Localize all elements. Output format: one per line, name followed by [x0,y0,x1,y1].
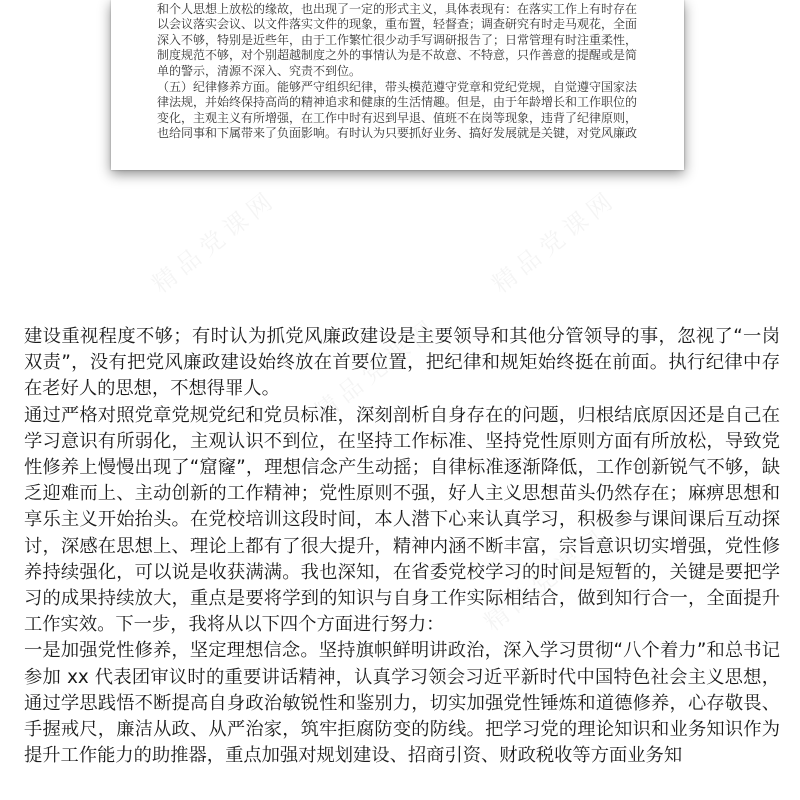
preview-line: 也给同事和下属带来了负面影响。有时认为只要抓好业务、搞好发展就是关键，对党风廉政 [157,126,638,141]
paragraph: 建设重视程度不够；有时认为抓党风廉政建设是主要领导和其他分管领导的事，忽视了“一岗双责”，没有把党风廉政建设始终放在首要位置，把纪律和规矩始终挺在前面。执行纪律中存在老好人的思想，不想得罪人。 [24,326,780,400]
watermark [483,180,623,300]
preview-line: 变化，主观主义有所增强，在工作中时有迟到早退、值班不在岗等现象，违背了纪律原则， [157,110,638,125]
watermark [143,180,283,300]
preview-line: （五）纪律修养方面。能够严守组织纪律，带头模范遵守党章和党纪党规，自觉遵守国家法 [157,79,638,94]
preview-line: 和个人思想上放松的缘故，也出现了一定的形式主义，具体表现有：在落实工作上有时存在 [157,1,638,16]
preview-line: 律法规，并始终保持高尚的精神追求和健康的生活情趣。但是，由于年龄增长和工作职位的 [157,95,638,110]
preview-line: 单的警示，清源不深入、究责不到位。 [157,63,362,78]
preview-line: 以会议落实会议、以文件落实文件的现象，重布置，轻督查；调查研究有时走马观花，全面 [157,17,638,32]
page-preview-card [111,0,684,170]
preview-line: 深入不够，特别是近些年，由于工作繁忙很少动手写调研报告了；日常管理有时注重柔性， [157,32,638,47]
paragraph: 一是加强党性修养，坚定理想信念。坚持旗帜鲜明讲政治，深入学习贯彻“八个着力”和总书记参加 xx 代表团审议时的重要讲话精神，认真学习领会习近平新时代中国特色社会主义思想，通过学思践悟不断提高自身政治敏锐性和鉴别力，切实加强党性锤炼和道德修养，心存敬畏、手握戒尺，廉洁从政、从严治家，筑牢拒腐防变的防线。把学习党的理论知识和业务知识作为提升工作能力的助推器，重点加强对规划建设、招商引资、财政税收等方面业务知 [24,640,780,767]
document-body [24,324,780,769]
paragraph: 通过严格对照党章党规党纪和党员标准，深刻剖析自身存在的问题，归根结底原因还是自己在学习意识有所弱化，主观认识不到位，在坚持工作标准、坚持党性原则方面有所放松，导致党性修养上慢慢出现了“窟窿”，理想信念产生动摇；自律标准逐渐降低，工作创新锐气不够，缺乏迎难而上、主动创新的工作精神；党性原则不强，好人主义思想苗头仍然存在；麻痹思想和享乐主义开始抬头。在党校培训这段时间，本人潜下心来认真学习，积极参与课间课后互动探讨，深感在思想上、理论上都有了很大提升，精神内涵不断丰富，宗旨意识切实增强，党性修养持续强化，可以说是收获满满。我也深知，在省委党校学习的时间是短暂的，关键是要把学习的成果持续放大，重点是要将学到的知识与自身工作实际相结合，做到知行合一，全面提升工作实效。下一步，我将从以下四个方面进行努力： [24,404,780,636]
preview-text [157,0,647,142]
preview-line: 制度规范不够，对个别超越制度之外的事情认为是不故意、不特意，只作善意的提醒或是简 [157,48,638,63]
